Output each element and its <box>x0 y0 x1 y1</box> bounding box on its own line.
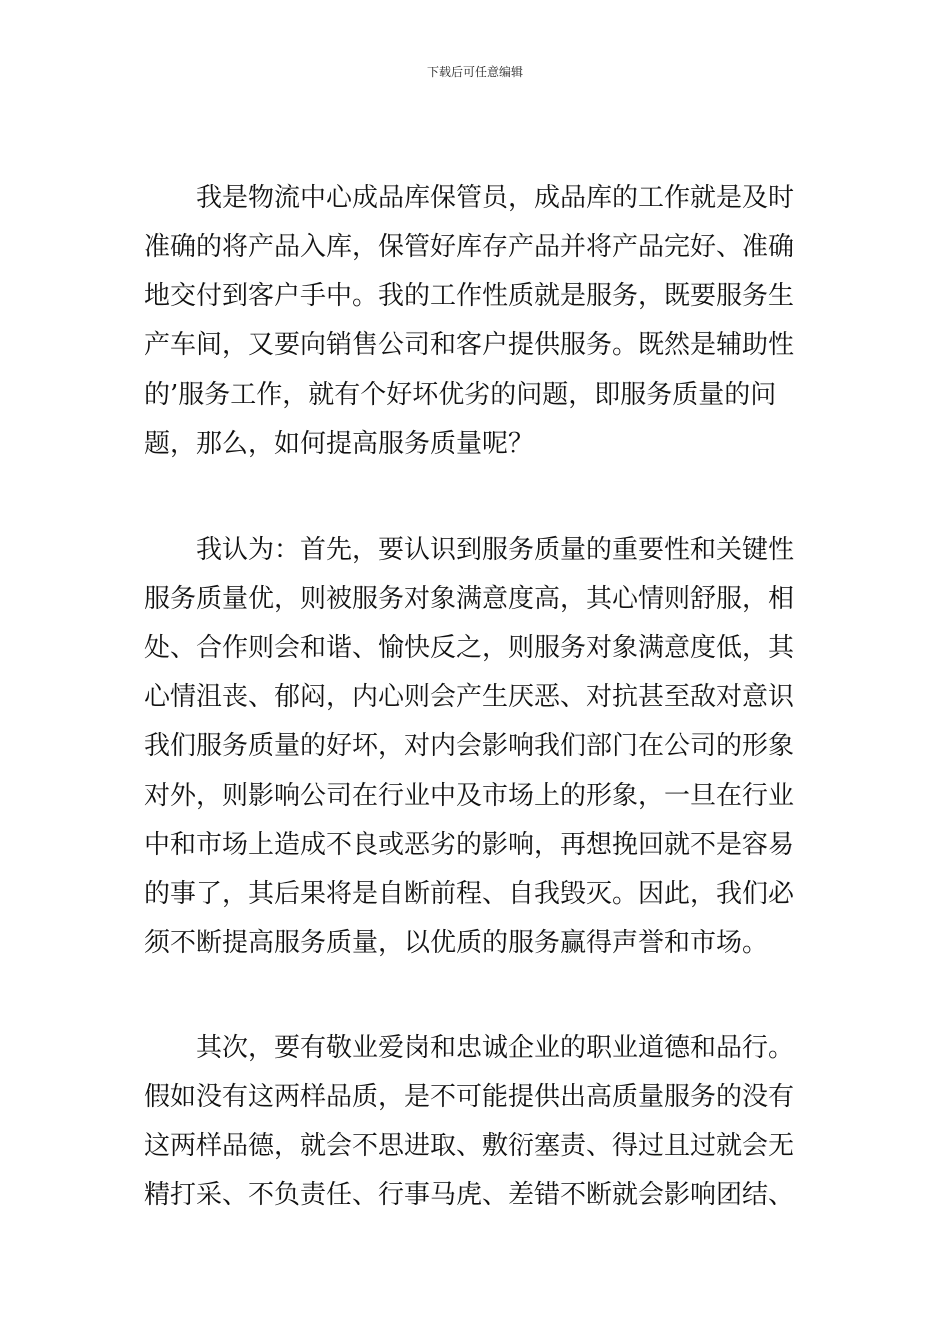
paragraph-3-line-3: 这两样品德，就会不思进取、敷衍塞责、得过且过就会无 <box>144 1131 795 1161</box>
paragraph-1-line-1: 我是物流中心成品库保管员，成品库的工作就是及时 <box>196 183 795 213</box>
paragraph-2-line-3: 处、合作则会和谐、愉快反之，则服务对象满意度低，其 <box>144 633 795 663</box>
paragraph-2-line-2: 服务质量优，则被服务对象满意度高，其心情则舒服，相 <box>144 584 795 614</box>
paragraph-1-line-3: 地交付到客户手中。我的工作性质就是服务，既要服务生 <box>144 281 795 311</box>
paragraph-2-line-5: 我们服务质量的好坏，对内会影响我们部门在公司的形象 <box>144 731 795 761</box>
paragraph-2-line-6: 对外，则影响公司在行业中及市场上的形象，一旦在行业 <box>144 781 795 811</box>
page-header: 下载后可任意编辑 <box>426 65 523 79</box>
paragraph-3-line-4: 精打采、不负责任、行事马虎、差错不断就会影响团结、 <box>144 1180 795 1210</box>
paragraph-1-line-6: 题，那么，如何提高服务质量呢？ <box>144 429 535 459</box>
paragraph-1-line-4: 产车间，又要向销售公司和客户提供服务。既然是辅助性 <box>144 330 795 360</box>
paragraph-2-line-8: 的事了，其后果将是自断前程、自我毁灭。因此，我们必 <box>144 879 795 909</box>
paragraph-3-line-1: 其次，要有敬业爱岗和忠诚企业的职业道德和品行。 <box>196 1033 795 1063</box>
paragraph-1-line-2: 准确的将产品入库，保管好库存产品并将产品完好、准确 <box>144 232 795 262</box>
paragraph-2-line-9: 须不断提高服务质量，以优质的服务赢得声誉和市场。 <box>144 928 769 958</box>
paragraph-2-line-7: 中和市场上造成不良或恶劣的影响，再想挽回就不是容易 <box>144 830 795 860</box>
paragraph-2-line-1: 我认为：首先，要认识到服务质量的重要性和关键性 <box>196 535 795 565</box>
paragraph-1-line-5: 的’服务工作，就有个好坏优劣的问题，即服务质量的问 <box>144 380 777 410</box>
paragraph-2-line-4: 心情沮丧、郁闷，内心则会产生厌恶、对抗甚至敌对意识 <box>144 682 795 712</box>
paragraph-3-line-2: 假如没有这两样品质，是不可能提供出高质量服务的没有 <box>144 1082 795 1112</box>
